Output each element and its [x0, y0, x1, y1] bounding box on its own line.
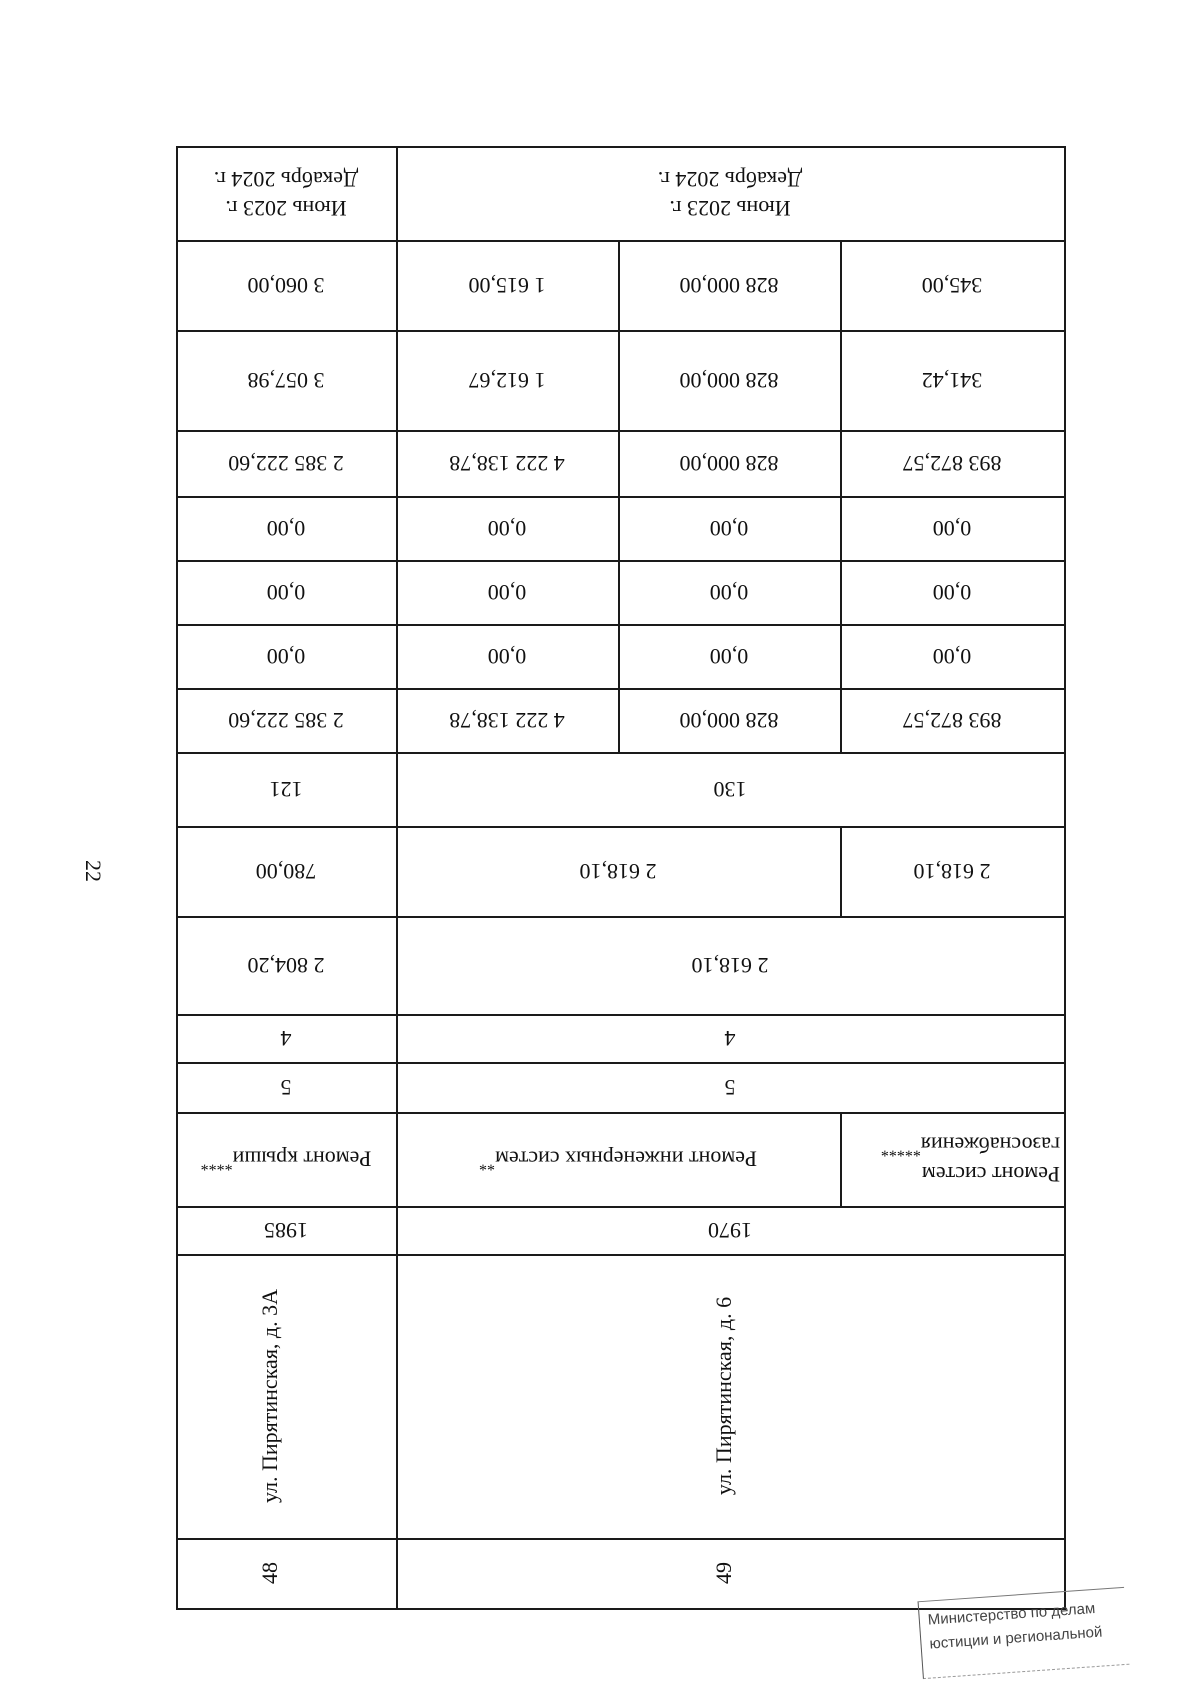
- year-cell: 1970: [708, 1218, 752, 1243]
- work-type-cell: [396, 1112, 840, 1206]
- footnote-mark: *****: [880, 1141, 921, 1159]
- work-type-label: газоснабжения: [920, 1132, 1060, 1158]
- specific-cost-cell: 1 612,67: [468, 368, 546, 393]
- row-number-cell: [176, 1538, 396, 1608]
- col4-cell: 4: [724, 1026, 736, 1051]
- area-sub-cell: 780,00: [255, 859, 317, 884]
- period-header: [396, 146, 1064, 240]
- zero-cell: 0,00: [709, 580, 749, 605]
- grid-line: [1064, 146, 1066, 1610]
- max-cost-cell: 3 060,00: [247, 273, 325, 298]
- max-cost-cell: 345,00: [921, 273, 983, 298]
- col5-cell: 5: [724, 1075, 736, 1100]
- sum-cell: 893 872,57: [902, 451, 1002, 476]
- col4-cell: 4: [280, 1026, 292, 1051]
- address-text: ул. Пирятинская, д. 6: [711, 1296, 736, 1496]
- work-type-cell: [840, 1112, 1064, 1206]
- zero-cell: 0,00: [487, 516, 527, 541]
- row-number: 49: [711, 1562, 736, 1584]
- zero-cell: 0,00: [487, 644, 527, 669]
- col5-cell: 5: [280, 1075, 292, 1100]
- zero-cell: 0,00: [932, 580, 972, 605]
- total-cost-cell: 2 385 222,60: [228, 708, 344, 733]
- specific-cost-cell: 341,42: [921, 368, 983, 393]
- specific-cost-cell: 828 000,00: [679, 368, 779, 393]
- zero-cell: 0,00: [709, 644, 749, 669]
- max-cost-cell: 828 000,00: [679, 273, 779, 298]
- max-cost-cell: 1 615,00: [468, 273, 546, 298]
- period-header: [176, 146, 396, 240]
- address-cell: [396, 1254, 1064, 1538]
- period-start: Июнь 2023 г.: [669, 195, 791, 221]
- work-type-label: Ремонт крыши: [232, 1146, 372, 1172]
- count-cell: 130: [713, 777, 747, 802]
- sum-cell: 2 385 222,60: [228, 451, 344, 476]
- zero-cell: 0,00: [266, 580, 306, 605]
- sum-cell: 828 000,00: [679, 451, 779, 476]
- stamp-line: Министерство по делам: [927, 1599, 1096, 1629]
- work-type-label: Ремонт систем: [921, 1162, 1060, 1188]
- zero-cell: 0,00: [932, 516, 972, 541]
- period-end: Декабрь 2024 г.: [213, 167, 359, 192]
- work-type-label: Ремонт инженерных систем: [495, 1146, 757, 1172]
- work-type-cell: [176, 1112, 396, 1206]
- footnote-mark: **: [479, 1155, 496, 1173]
- zero-cell: 0,00: [709, 516, 749, 541]
- area-cell: 2 618,10: [691, 953, 769, 978]
- sum-cell: 4 222 138,78: [449, 451, 565, 476]
- period-start: Июнь 2023 г.: [225, 195, 347, 221]
- total-cost-cell: 828 000,00: [679, 708, 779, 733]
- address-text: ул. Пирятинская, д. 3А: [256, 1288, 282, 1504]
- address-cell: [176, 1254, 396, 1538]
- area-sub-cell: 2 618,10: [913, 859, 991, 884]
- total-cost-cell: 893 872,57: [902, 708, 1002, 733]
- zero-cell: 0,00: [487, 580, 527, 605]
- registration-stamp: [918, 1587, 1130, 1679]
- works-table: [176, 146, 1066, 1610]
- zero-cell: 0,00: [932, 644, 972, 669]
- specific-cost-cell: 3 057,98: [247, 368, 325, 393]
- footnote-mark: ****: [200, 1155, 233, 1173]
- stamp-line: юстиции и региональной: [928, 1623, 1103, 1653]
- area-cell: 2 804,20: [247, 953, 325, 978]
- page-number: 22: [81, 860, 106, 882]
- period-end: Декабрь 2024 г.: [657, 167, 803, 192]
- count-cell: 121: [269, 777, 303, 802]
- zero-cell: 0,00: [266, 516, 306, 541]
- area-sub-cell: 2 618,10: [579, 859, 657, 884]
- year-cell: 1985: [264, 1218, 308, 1243]
- total-cost-cell: 4 222 138,78: [449, 708, 565, 733]
- zero-cell: 0,00: [266, 644, 306, 669]
- row-number: 48: [257, 1562, 282, 1584]
